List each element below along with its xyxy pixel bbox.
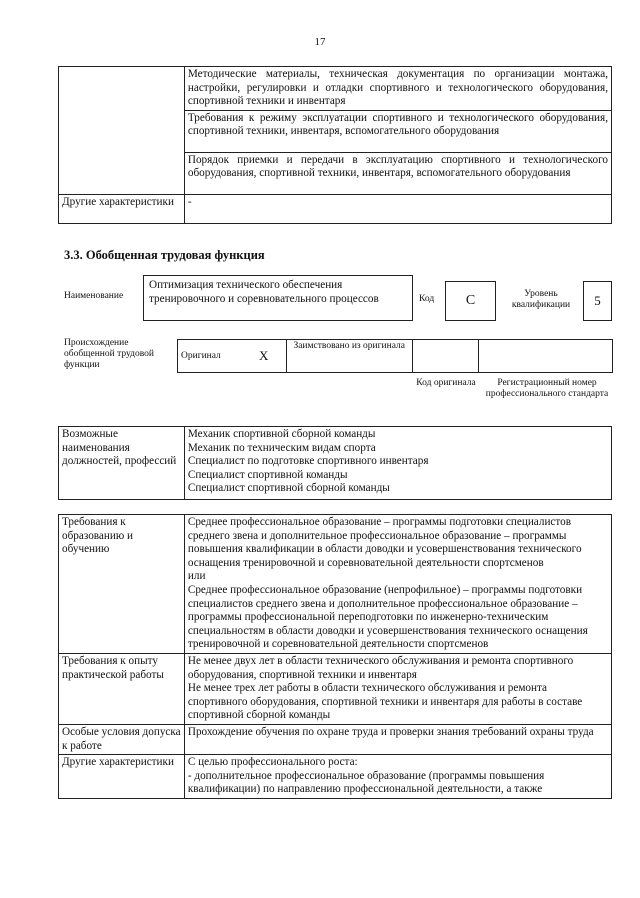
other-characteristics-line: С целью профессионального роста:	[187, 756, 358, 769]
page-number: 17	[314, 36, 326, 48]
top-table-other-label: Другие характеристики	[59, 194, 185, 223]
origin-reg-cell	[479, 340, 613, 373]
code-value-box	[445, 281, 496, 321]
original-mark: X	[241, 340, 286, 373]
education-value	[184, 515, 611, 654]
other-characteristics-line: - дополнительное профессиональное образование (программы повышения квалификации) по направлению профессиональной деятельности, а также	[187, 769, 545, 796]
original-label: Оригинал	[178, 340, 242, 373]
code-value: C	[465, 293, 476, 308]
positions-label: Возможные наименования должностей, профессий	[59, 427, 185, 500]
position-item: Специалист спортивной сборной команды	[187, 482, 390, 495]
other-characteristics-label: Другие характеристики	[59, 755, 185, 799]
education-line: или	[187, 570, 206, 583]
experience-value	[184, 653, 611, 724]
requirements-table	[58, 514, 612, 799]
top-table-other-value: -	[184, 194, 611, 223]
position-item: Механик спортивной сборной команды	[187, 428, 376, 440]
top-table-row-3: Порядок приемки и передачи в эксплуатацию спортивного и технологического оборудования, спортивной техники, инвентаря, вспомогательного оборудования	[184, 152, 611, 194]
top-table-row-2: Требования к режиму эксплуатации спортивного и технологического оборудования, спортивной техники, инвентаря, вспомогательного оборудования	[184, 110, 611, 152]
special-conditions-value	[184, 724, 611, 754]
section-heading: 3.3. Обобщенная трудовая функция	[64, 248, 265, 262]
position-item: Специалист спортивной команды	[187, 468, 348, 481]
position-item: Механик по техническим видам спорта	[187, 441, 376, 454]
education-line: Среднее профессиональное образование (непрофильное) – программы подготовки специалистов среднего звена и дополнительное профессиональное образование – программы профессиональной переподготовки по инженерно-техническим специальностям в области доводки и усовершенствования технического оснащения тренировочной и соревновательной деятельности спортсменов	[187, 583, 588, 651]
borrowed-label: Заимствовано из оригинала	[286, 340, 412, 373]
origin-code-cell	[412, 340, 479, 373]
reg-caption: Регистрационный номер профессионального стандарта	[485, 378, 609, 399]
positions-list	[184, 427, 611, 500]
level-value: 5	[594, 293, 601, 308]
special-conditions-line: Прохождение обучения по охране труда и проверки знания требований охраны труда	[187, 725, 594, 738]
experience-label: Требования к опыту практической работы	[59, 653, 185, 724]
special-conditions-label: Особые условия допуска к работе	[59, 724, 185, 754]
name-value-box	[143, 275, 413, 321]
name-label: Наименование	[64, 291, 124, 301]
code-caption: Код оригинала	[416, 378, 476, 388]
origin-table	[177, 339, 613, 373]
name-value: Оптимизация технического обеспечения тренировочного и соревновательного процессов	[149, 279, 379, 305]
level-label: Уровень квалификации	[511, 289, 571, 310]
education-line: Среднее профессиональное образование – программы подготовки специалистов среднего звена и дополнительное профессиональное образование – программы повышения квалификации в области доводки и усовершенствования технического оснащения тренировочной и соревновательной деятельности спортсменов	[187, 516, 582, 569]
level-value-box	[583, 281, 612, 321]
positions-table	[58, 426, 612, 500]
position-item: Специалист по подготовке спортивного инвентаря	[187, 455, 429, 468]
code-label: Код	[419, 294, 435, 304]
top-table-empty-cell	[59, 67, 185, 195]
other-characteristics-value	[184, 755, 611, 799]
top-table-row-1: Методические материалы, техническая документация по организации монтажа, настройки, регулировки и отладки спортивного и технологического оборудования, спортивной техники и инвентаря	[184, 67, 611, 111]
experience-line: Не менее двух лет в области технического обслуживания и ремонта спортивного оборудования, спортивной техники и инвентаря	[187, 654, 574, 681]
education-label: Требования к образованию и обучению	[59, 515, 185, 654]
top-table	[58, 66, 612, 224]
origin-label: Происхождение обобщенной трудовой функции	[64, 338, 154, 370]
experience-line: Не менее трех лет работы в области технического обслуживания и ремонта спортивного оборудования, спортивной техники и инвентаря для работы в составе спортивной сборной команды	[187, 682, 583, 722]
